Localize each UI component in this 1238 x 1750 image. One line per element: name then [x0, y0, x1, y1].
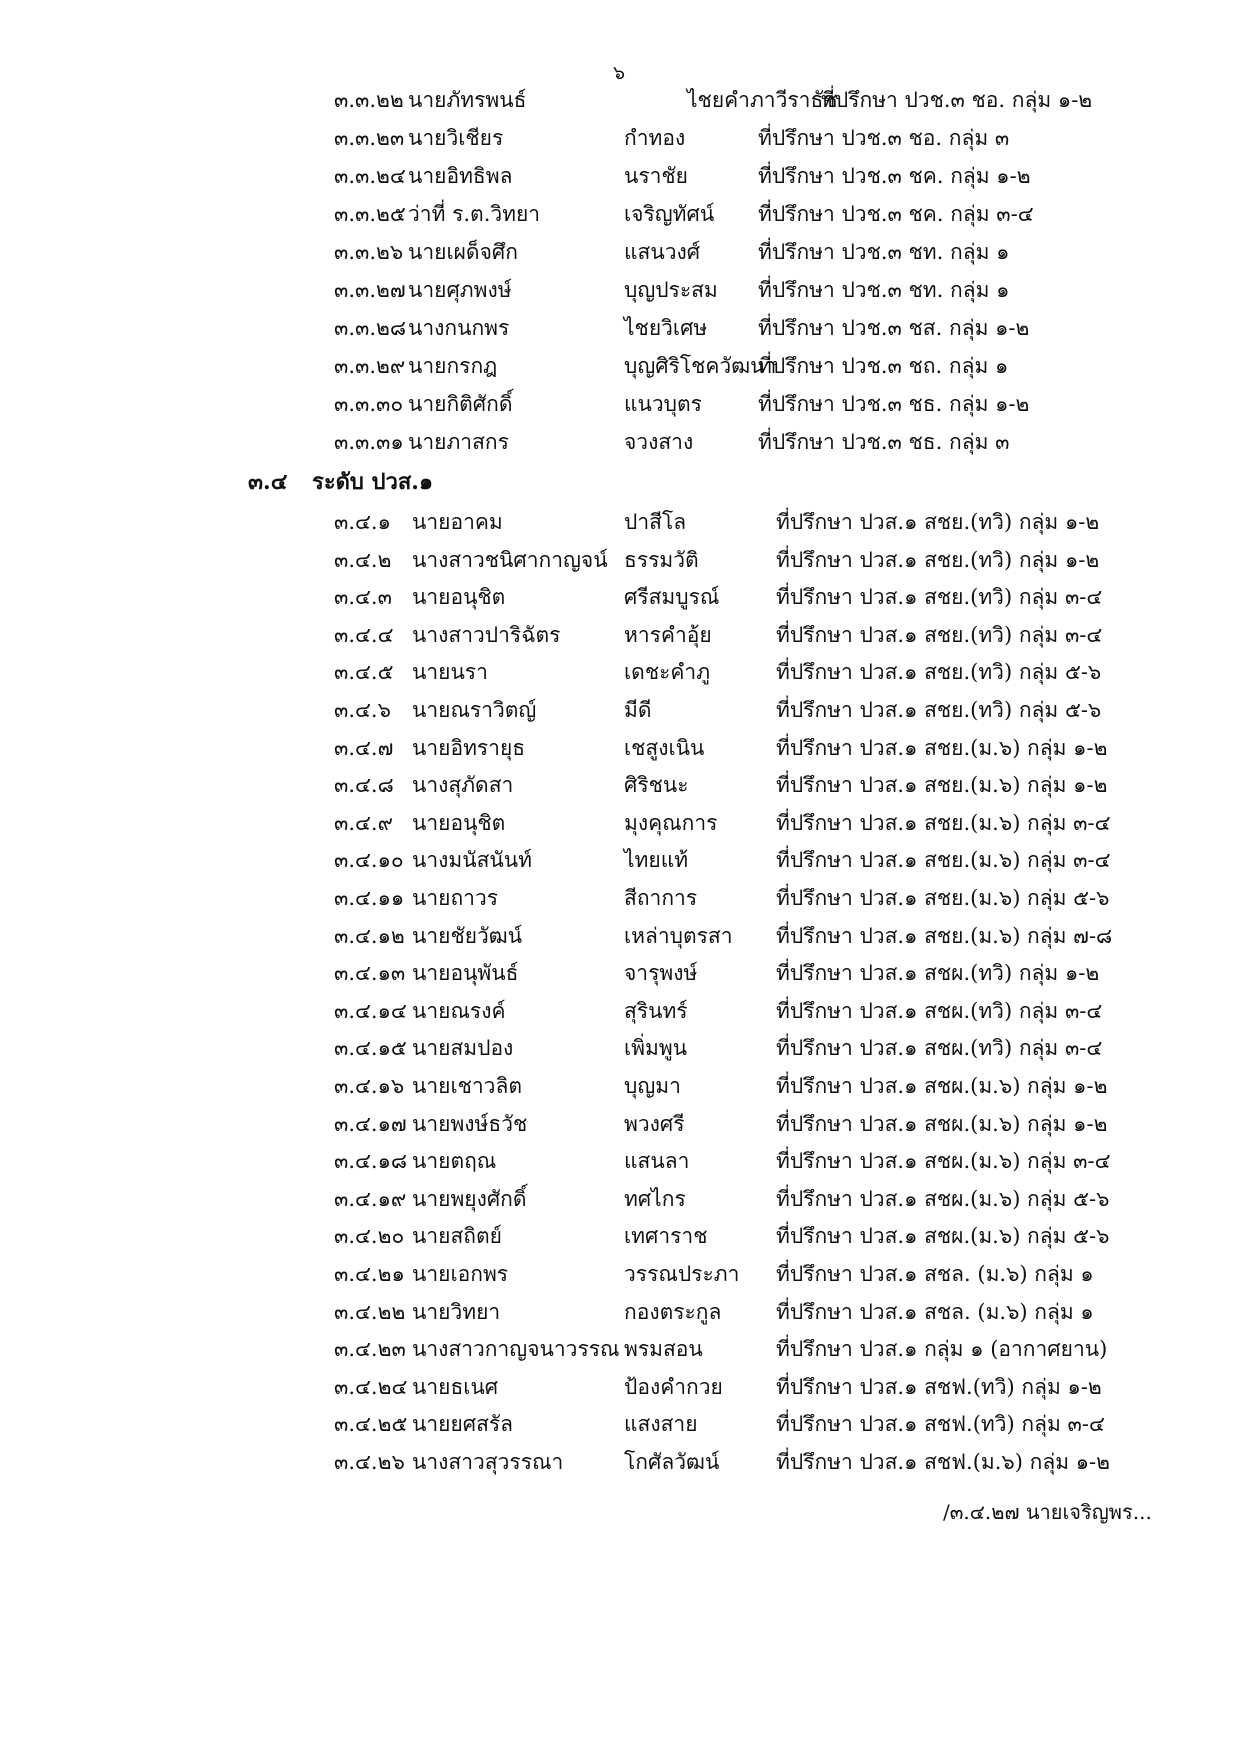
section-heading — [0, 465, 1238, 499]
item-number: ๓.๔.๙ — [334, 811, 393, 835]
item-number: ๓.๔.๑๓ — [334, 961, 406, 985]
given-name: นายสถิตย์ — [412, 1224, 502, 1248]
family-name: พรมสอน — [624, 1337, 703, 1361]
family-name: บุญมา — [624, 1074, 681, 1098]
item-number: ๓.๓.๒๔ — [334, 164, 406, 188]
item-number: ๓.๔.๒๐ — [334, 1224, 405, 1248]
given-name: นายกิติศักดิ์ — [408, 392, 513, 416]
list-item — [0, 1107, 1238, 1141]
role-text: ที่ปรึกษา ปวส.๑ สชย.(ทวิ) กลุ่ม ๓-๔ — [776, 585, 1103, 609]
family-name: ธรรมวัติ — [624, 548, 699, 572]
role-text: ที่ปรึกษา ปวส.๑ สชย.(ทวิ) กลุ่ม ๑-๒ — [776, 510, 1100, 534]
item-number: ๓.๔.๗ — [334, 736, 394, 760]
role-text: ที่ปรึกษา ปวส.๑ สชล. (ม.๖) กลุ่ม ๑ — [776, 1262, 1094, 1286]
list-item — [0, 1219, 1238, 1253]
role-text: ที่ปรึกษา ปวส.๑ สชย.(ทวิ) กลุ่ม ๕-๖ — [776, 698, 1102, 722]
item-number: ๓.๔.๒๕ — [334, 1412, 408, 1436]
given-name: นายอนุพันธ์ — [412, 961, 519, 985]
family-name: กองตระกูล — [624, 1300, 722, 1324]
list-item — [0, 956, 1238, 990]
family-name: วรรณประภา — [624, 1262, 740, 1286]
item-number: ๓.๓.๓๐ — [334, 392, 404, 416]
role-text: ที่ปรึกษา ปวช.๓ ชค. กลุ่ม ๓-๔ — [758, 202, 1034, 226]
list-item — [0, 881, 1238, 915]
item-number: ๓.๔.๒๑ — [334, 1262, 405, 1286]
given-name: นางสุภัดสา — [412, 773, 514, 797]
list-item — [0, 235, 1238, 269]
given-name: นายพยุงศักดิ์ — [412, 1187, 527, 1211]
given-name: นางกนกพร — [408, 316, 510, 340]
role-text: ที่ปรึกษา ปวช.๓ ชค. กลุ่ม ๑-๒ — [758, 164, 1031, 188]
list-item — [0, 731, 1238, 765]
item-number: ๓.๔.๑๖ — [334, 1074, 405, 1098]
item-number: ๓.๔.๑๗ — [334, 1112, 407, 1136]
list-item — [0, 425, 1238, 459]
role-text: ที่ปรึกษา ปวช.๓ ชถ. กลุ่ม ๑ — [758, 354, 1009, 378]
family-name: นราชัย — [624, 164, 688, 188]
given-name: นายตฤณ — [412, 1149, 497, 1173]
item-number: ๓.๔.๒๔ — [334, 1375, 408, 1399]
item-number: ๓.๓.๒๘ — [334, 316, 407, 340]
item-number: ๓.๓.๒๒ — [334, 88, 404, 112]
given-name: นายชัยวัฒน์ — [412, 924, 523, 948]
list-item — [0, 693, 1238, 727]
role-text: ที่ปรึกษา ปวช.๓ ชท. กลุ่ม ๑ — [758, 240, 1010, 264]
item-number: ๓.๔.๔ — [334, 623, 394, 647]
given-name: นายถาวร — [412, 886, 499, 910]
given-name: นางสาวกาญจนาวรรณ — [412, 1337, 620, 1361]
family-name: แสนวงศ์ — [624, 240, 701, 264]
list-item — [0, 1182, 1238, 1216]
item-number: ๓.๓.๒๗ — [334, 278, 406, 302]
given-name: นายอาคม — [412, 510, 503, 534]
role-text: ที่ปรึกษา ปวช.๓ ชธ. กลุ่ม ๓ — [758, 430, 1010, 454]
role-text: ที่ปรึกษา ปวส.๑ สชผ.(ทวิ) กลุ่ม ๓-๔ — [776, 999, 1103, 1023]
given-name: นายอนุชิต — [412, 811, 506, 835]
family-name: เพิ่มพูน — [624, 1036, 688, 1060]
role-text: ที่ปรึกษา ปวส.๑ สชผ.(ม.๖) กลุ่ม ๑-๒ — [776, 1112, 1108, 1136]
family-name: กำทอง — [624, 126, 686, 150]
list-item — [0, 387, 1238, 421]
family-name: ไชยวิเศษ — [624, 316, 708, 340]
list-item — [0, 843, 1238, 877]
given-name: นายอนุชิต — [412, 585, 506, 609]
family-name: บุญประสม — [624, 278, 718, 302]
given-name: นายวิเชียร — [408, 126, 504, 150]
family-name: แนวบุตร — [624, 392, 702, 416]
list-item — [0, 543, 1238, 577]
role-text: ที่ปรึกษา ปวส.๑ สชย.(ม.๖) กลุ่ม ๑-๒ — [776, 773, 1108, 797]
item-number: ๓.๔.๒๖ — [334, 1450, 405, 1474]
given-name: นายศุภพงษ์ — [408, 278, 512, 302]
role-text: ที่ปรึกษา ปวส.๑ สชผ.(ม.๖) กลุ่ม ๑-๒ — [776, 1074, 1108, 1098]
item-number: ๓.๓.๒๓ — [334, 126, 405, 150]
role-text: ที่ปรึกษา ปวส.๑ กลุ่ม ๑ (อากาศยาน) — [776, 1337, 1108, 1361]
given-name: นางสาวปาริฉัตร — [412, 623, 561, 647]
family-name: จวงสาง — [624, 430, 694, 454]
given-name: นายพงษ์ธวัช — [412, 1112, 528, 1136]
role-text: ที่ปรึกษา ปวส.๑ สชย.(ม.๖) กลุ่ม ๓-๔ — [776, 848, 1111, 872]
list-item — [0, 349, 1238, 383]
list-item — [0, 655, 1238, 689]
list-item — [0, 580, 1238, 614]
item-number: ๓.๔.๖ — [334, 698, 391, 722]
given-name: นางสาวชนิศากาญจน์ — [412, 548, 608, 572]
family-name: แสงสาย — [624, 1412, 698, 1436]
role-text: ที่ปรึกษา ปวส.๑ สชล. (ม.๖) กลุ่ม ๑ — [776, 1300, 1094, 1324]
family-name: พวงศรี — [624, 1112, 685, 1136]
given-name: ว่าที่ ร.ต.วิทยา — [408, 202, 541, 226]
role-text: ที่ปรึกษา ปวส.๑ สชผ.(ม.๖) กลุ่ม ๓-๔ — [776, 1149, 1111, 1173]
family-name: ปาสีโล — [624, 510, 687, 534]
given-name: นางมนัสนันท์ — [412, 848, 532, 872]
role-text: ที่ปรึกษา ปวส.๑ สชฟ.(ทวิ) กลุ่ม ๑-๒ — [776, 1375, 1102, 1399]
family-name: บุญศิริโชควัฒนา — [624, 354, 777, 378]
list-item — [0, 768, 1238, 802]
item-number: ๓.๔.๑๒ — [334, 924, 405, 948]
role-text: ที่ปรึกษา ปวส.๑ สชย.(ทวิ) กลุ่ม ๑-๒ — [776, 548, 1100, 572]
item-number: ๓.๔.๕ — [334, 660, 394, 684]
role-text: ที่ปรึกษา ปวส.๑ สชย.(ทวิ) กลุ่ม ๕-๖ — [776, 660, 1102, 684]
given-name: นายยศสรัล — [412, 1412, 514, 1436]
family-name: สุรินทร์ — [624, 999, 688, 1023]
role-text: ที่ปรึกษา ปวส.๑ สชผ.(ม.๖) กลุ่ม ๕-๖ — [776, 1224, 1110, 1248]
family-name: เทศาราช — [624, 1224, 708, 1248]
item-number: ๓.๔.๑๐ — [334, 848, 404, 872]
list-item — [0, 1031, 1238, 1065]
given-name: นายเอกพร — [412, 1262, 509, 1286]
item-number: ๓.๔.๒๓ — [334, 1337, 406, 1361]
list-item — [0, 919, 1238, 953]
list-item — [0, 311, 1238, 345]
family-name: เชสูงเนิน — [624, 736, 705, 760]
list-item — [0, 1370, 1238, 1404]
list-item — [0, 505, 1238, 539]
list-item — [0, 1332, 1238, 1366]
given-name: นายภาสกร — [408, 430, 509, 454]
list-item — [0, 159, 1238, 193]
given-name: นายณรงค์ — [412, 999, 506, 1023]
list-item — [0, 197, 1238, 231]
given-name: นายนรา — [412, 660, 488, 684]
family-name: เหล่าบุตรสา — [624, 924, 733, 948]
family-name: ไทยแท้ — [624, 848, 689, 872]
item-number: ๓.๓.๒๙ — [334, 354, 406, 378]
family-name: มีดี — [624, 698, 652, 722]
list-item — [0, 994, 1238, 1028]
item-number: ๓.๔.๑๘ — [334, 1149, 408, 1173]
item-number: ๓.๓.๒๕ — [334, 202, 406, 226]
family-name: ศรีสมบูรณ์ — [624, 585, 720, 609]
list-item — [0, 1407, 1238, 1441]
family-name: หารคำอุ้ย — [624, 623, 712, 647]
given-name: นายสมปอง — [412, 1036, 514, 1060]
item-number: ๓.๓.๒๖ — [334, 240, 404, 264]
given-name: นายเผด็จศึก — [408, 240, 518, 264]
item-number: ๓.๔.๒ — [334, 548, 392, 572]
role-text: ที่ปรึกษา ปวส.๑ สชฟ.(ทวิ) กลุ่ม ๓-๔ — [776, 1412, 1105, 1436]
given-name: นายกรกฎ — [408, 354, 498, 378]
role-text: ที่ปรึกษา ปวส.๑ สชย.(ทวิ) กลุ่ม ๓-๔ — [776, 623, 1103, 647]
role-text: ที่ปรึกษา ปวช.๓ ชอ. กลุ่ม ๓ — [758, 126, 1010, 150]
item-number: ๓.๔.๘ — [334, 773, 394, 797]
family-name: สีถาการ — [624, 886, 698, 910]
family-name: แสนลา — [624, 1149, 690, 1173]
family-name: มุงคุณการ — [624, 811, 718, 835]
family-name: ศิริชนะ — [624, 773, 689, 797]
section-title: ระดับ ปวส.๑ — [312, 469, 433, 495]
role-text: ที่ปรึกษา ปวส.๑ สชผ.(ม.๖) กลุ่ม ๕-๖ — [776, 1187, 1110, 1211]
role-text: ที่ปรึกษา ปวส.๑ สชย.(ม.๖) กลุ่ม ๑-๒ — [776, 736, 1108, 760]
list-item — [0, 1069, 1238, 1103]
role-text: ที่ปรึกษา ปวช.๓ ชท. กลุ่ม ๑ — [758, 278, 1010, 302]
role-text: ที่ปรึกษา ปวช.๓ ชธ. กลุ่ม ๑-๒ — [758, 392, 1030, 416]
role-text: ที่ปรึกษา ปวส.๑ สชย.(ม.๖) กลุ่ม ๓-๔ — [776, 811, 1111, 835]
role-text: ที่ปรึกษา ปวส.๑ สชย.(ม.๖) กลุ่ม ๕-๖ — [776, 886, 1110, 910]
role-text: ที่ปรึกษา ปวช.๓ ชอ. กลุ่ม ๑-๒ — [821, 88, 1093, 112]
item-number: ๓.๔.๑๑ — [334, 886, 405, 910]
section-number: ๓.๔ — [248, 469, 288, 495]
given-name: นายธเนศ — [412, 1375, 499, 1399]
list-item — [0, 1144, 1238, 1178]
given-name: นายเชาวลิต — [412, 1074, 522, 1098]
family-name: ป้องคำกวย — [624, 1375, 723, 1399]
item-number: ๓.๓.๓๑ — [334, 430, 404, 454]
given-name: นายวิทยา — [412, 1300, 501, 1324]
item-number: ๓.๔.๑๔ — [334, 999, 407, 1023]
item-number: ๓.๔.๒๒ — [334, 1300, 406, 1324]
continuation-note: /๓.๔.๒๗ นายเจริญพร... — [943, 1500, 1152, 1524]
given-name: นายภัทรพนธ์ — [408, 88, 527, 112]
page-number: ๖ — [612, 62, 626, 84]
given-name: นายอิทรายุธ — [412, 736, 526, 760]
family-name: ไชยคำภาวีราธัช — [687, 88, 838, 112]
item-number: ๓.๔.๑๙ — [334, 1187, 407, 1211]
given-name: นายณราวิตญ์ — [412, 698, 537, 722]
given-name: นายอิทธิพล — [408, 164, 513, 188]
item-number: ๓.๔.๑ — [334, 510, 391, 534]
role-text: ที่ปรึกษา ปวส.๑ สชฟ.(ม.๖) กลุ่ม ๑-๒ — [776, 1450, 1110, 1474]
family-name: เดชะคำภู — [624, 660, 711, 684]
role-text: ที่ปรึกษา ปวส.๑ สชย.(ม.๖) กลุ่ม ๗-๘ — [776, 924, 1113, 948]
list-item — [0, 1295, 1238, 1329]
list-item — [0, 1257, 1238, 1291]
family-name: เจริญทัศน์ — [624, 202, 715, 226]
family-name: โกศัลวัฒน์ — [624, 1450, 720, 1474]
family-name: จารุพงษ์ — [624, 961, 698, 985]
role-text: ที่ปรึกษา ปวส.๑ สชผ.(ทวิ) กลุ่ม ๑-๒ — [776, 961, 1100, 985]
given-name: นางสาวสุวรรณา — [412, 1450, 564, 1474]
item-number: ๓.๔.๑๕ — [334, 1036, 407, 1060]
family-name: ทศไกร — [624, 1187, 686, 1211]
list-item — [0, 121, 1238, 155]
list-item — [0, 83, 1238, 117]
role-text: ที่ปรึกษา ปวส.๑ สชผ.(ทวิ) กลุ่ม ๓-๔ — [776, 1036, 1103, 1060]
list-item — [0, 1445, 1238, 1479]
item-number: ๓.๔.๓ — [334, 585, 392, 609]
list-item — [0, 618, 1238, 652]
list-item — [0, 806, 1238, 840]
list-item — [0, 273, 1238, 307]
role-text: ที่ปรึกษา ปวช.๓ ชส. กลุ่ม ๑-๒ — [758, 316, 1030, 340]
